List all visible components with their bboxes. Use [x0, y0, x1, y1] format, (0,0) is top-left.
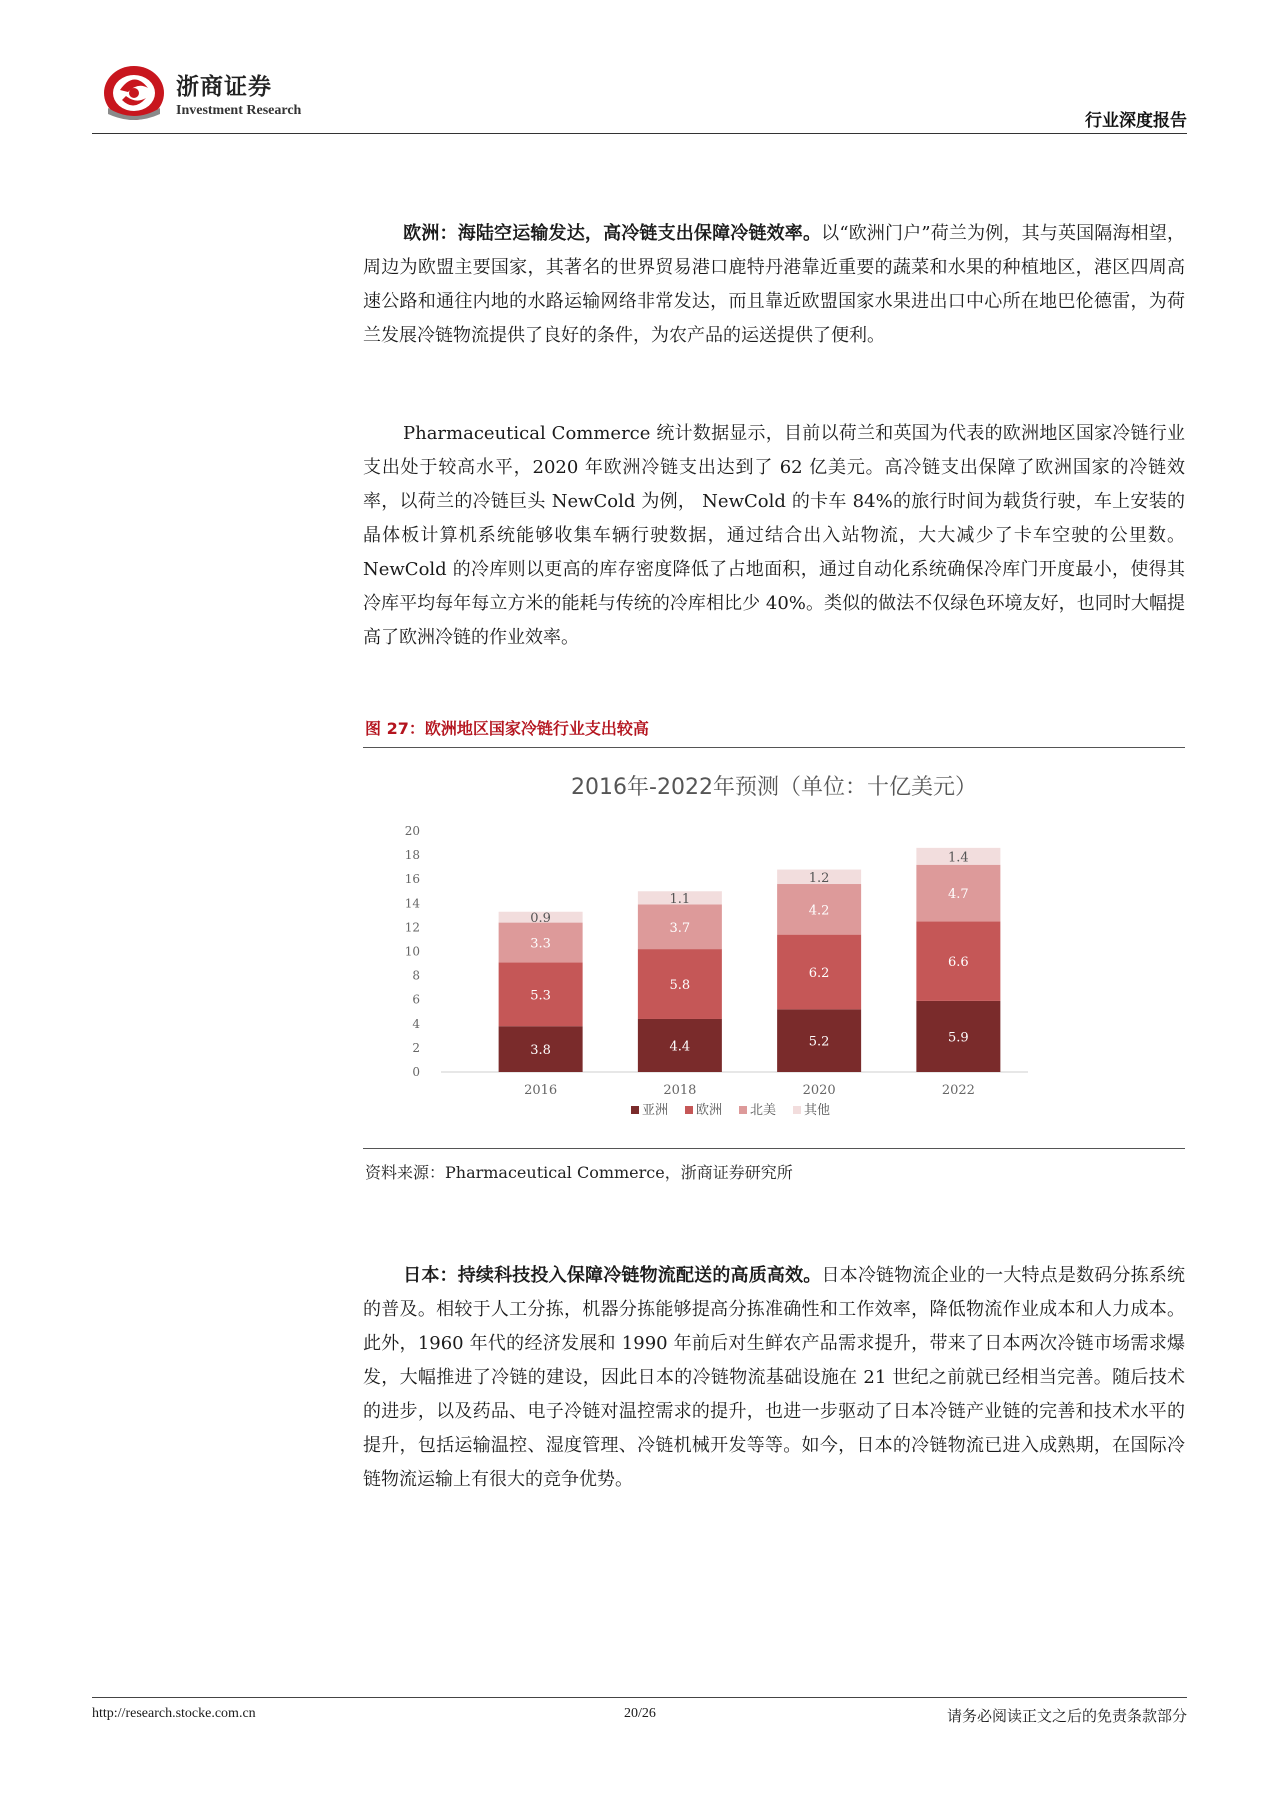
europe-body: 以“欧洲门户”荷兰为例，其与英国隔海相望，周边为欧盟主要国家，其著名的世界贸易港口鹿特丹港靠近重要的蔬菜和水果的种植地区，港区四周高速公路和通往内地的水路运输网络非常发达，而且靠近欧盟国家水果进出口中心所在地巴伦德雷，为荷兰发展冷链物流提供了良好的条件，为农产品的运送提供了便利。	[363, 223, 1185, 346]
legend-label: 其他	[804, 1103, 831, 1118]
bar-value-label: 0.9	[530, 911, 551, 927]
bar-value-label: 5.2	[808, 1034, 830, 1050]
europe-lead: 欧洲：海陆空运输发达，高冷链支出保障冷链效率。	[403, 223, 822, 244]
x-tick-label: 2018	[663, 1083, 697, 1098]
bar-value-label: 1.4	[948, 850, 969, 866]
bar-value-label: 4.7	[948, 887, 969, 903]
pharma-body: Pharmaceutical Commerce 统计数据显示，目前以荷兰和英国为代表的欧洲地区国家冷链行业支出处于较高水平，2020 年欧洲冷链支出达到了 62 亿美元。高冷链支出保障了欧洲国家的冷链效率，以荷兰的冷链巨头 NewCold 为例， NewCold 的卡车 84%的旅行时间为载货行驶，车上安装的晶体板计算机系统能够收集车辆行驶数据，通过结合出入站物流，大大减少了卡车空驶的公里数。NewCold 的冷库则以更高的库存密度降低了占地面积，通过自动化系统确保冷库门开度最小，使得其冷库平均每年每立方米的能耗与传统的冷库相比少 40%。类似的做法不仅绿色环境友好，也同时大幅提高了欧洲冷链的作业效率。	[363, 423, 1185, 648]
bar-value-label: 1.1	[669, 891, 691, 907]
bar-value-label: 6.6	[948, 955, 969, 971]
company-logo	[100, 60, 168, 122]
brand-name-cn: 浙商证券	[176, 74, 272, 100]
paragraph-japan	[363, 1259, 1185, 1497]
bar-value-label: 5.9	[948, 1030, 969, 1046]
legend-swatch	[685, 1106, 693, 1114]
y-tick-label: 20	[404, 824, 420, 838]
x-tick-label: 2022	[941, 1083, 975, 1098]
y-tick-label: 12	[404, 920, 420, 935]
bar-value-label: 4.4	[669, 1039, 691, 1055]
brand	[176, 68, 301, 119]
bar-value-label: 3.3	[530, 936, 551, 952]
y-tick-label: 10	[404, 944, 420, 959]
header-divider	[92, 133, 1187, 134]
bar-value-label: 3.8	[530, 1043, 551, 1059]
figure-bottom-rule	[363, 1148, 1185, 1149]
paragraph-pharma	[363, 417, 1185, 655]
legend-swatch	[793, 1106, 801, 1114]
figure-source: 资料来源：Pharmaceutical Commerce，浙商证券研究所	[365, 1163, 793, 1182]
brand-name-en: Investment Research	[176, 103, 302, 118]
report-type: 行业深度报告	[1085, 111, 1187, 131]
y-tick-label: 8	[412, 968, 420, 983]
y-tick-label: 16	[404, 872, 420, 887]
footer-disclaimer: 请务必阅读正文之后的免责条款部分	[946, 1707, 1187, 1725]
x-tick-label: 2016	[524, 1083, 558, 1098]
bar-value-label: 5.3	[530, 988, 551, 1004]
footer-divider	[92, 1697, 1187, 1698]
bar-value-label: 5.8	[669, 978, 691, 994]
x-tick-label: 2020	[802, 1083, 836, 1098]
y-tick-label: 4	[412, 1016, 420, 1031]
bar-value-label: 3.7	[669, 920, 691, 936]
chart-title: 2016年-2022年预测（单位：十亿美元）	[571, 775, 977, 800]
legend-label: 欧洲	[696, 1103, 723, 1118]
paragraph-europe	[363, 217, 1185, 353]
japan-lead: 日本：持续科技投入保障冷链物流配送的高质高效。	[403, 1265, 822, 1286]
legend-label: 北美	[750, 1103, 777, 1118]
figure-caption: 图 27：欧洲地区国家冷链行业支出较高	[365, 719, 649, 738]
y-tick-label: 14	[404, 896, 420, 911]
legend-swatch	[739, 1106, 747, 1114]
footer-url[interactable]: http://research.stocke.com.cn	[92, 1706, 256, 1721]
y-tick-label: 18	[404, 848, 420, 863]
legend-swatch	[631, 1106, 639, 1114]
legend-label: 亚洲	[642, 1103, 669, 1118]
bar-value-label: 6.2	[808, 965, 830, 981]
y-tick-label: 2	[412, 1040, 420, 1055]
japan-body: 日本冷链物流企业的一大特点是数码分拣系统的普及。相较于人工分拣，机器分拣能够提高分拣准确性和工作效率，降低物流作业成本和人力成本。此外，1960 年代的经济发展和 1990 年前后对生鲜农产品需求提升，带来了日本两次冷链市场需求爆发，大幅推进了冷链的建设，因此日本的冷链物流基础设施在 21 世纪之前就已经相当完善。随后技术的进步，以及药品、电子冷链对温控需求的提升，也进一步驱动了日本冷链产业链的完善和技术水平的提升，包括运输温控、湿度管理、冷链机械开发等等。如今，日本的冷链物流已进入成熟期，在国际冷链物流运输上有很大的竞争优势。	[363, 1265, 1186, 1490]
bar-value-label: 1.2	[808, 870, 830, 886]
y-tick-label: 0	[412, 1065, 420, 1079]
figure-top-rule	[363, 747, 1185, 748]
y-tick-label: 6	[412, 992, 420, 1007]
bar-value-label: 4.2	[808, 903, 830, 919]
bar-chart	[363, 752, 1185, 1142]
page-number: 20/26	[624, 1706, 656, 1721]
